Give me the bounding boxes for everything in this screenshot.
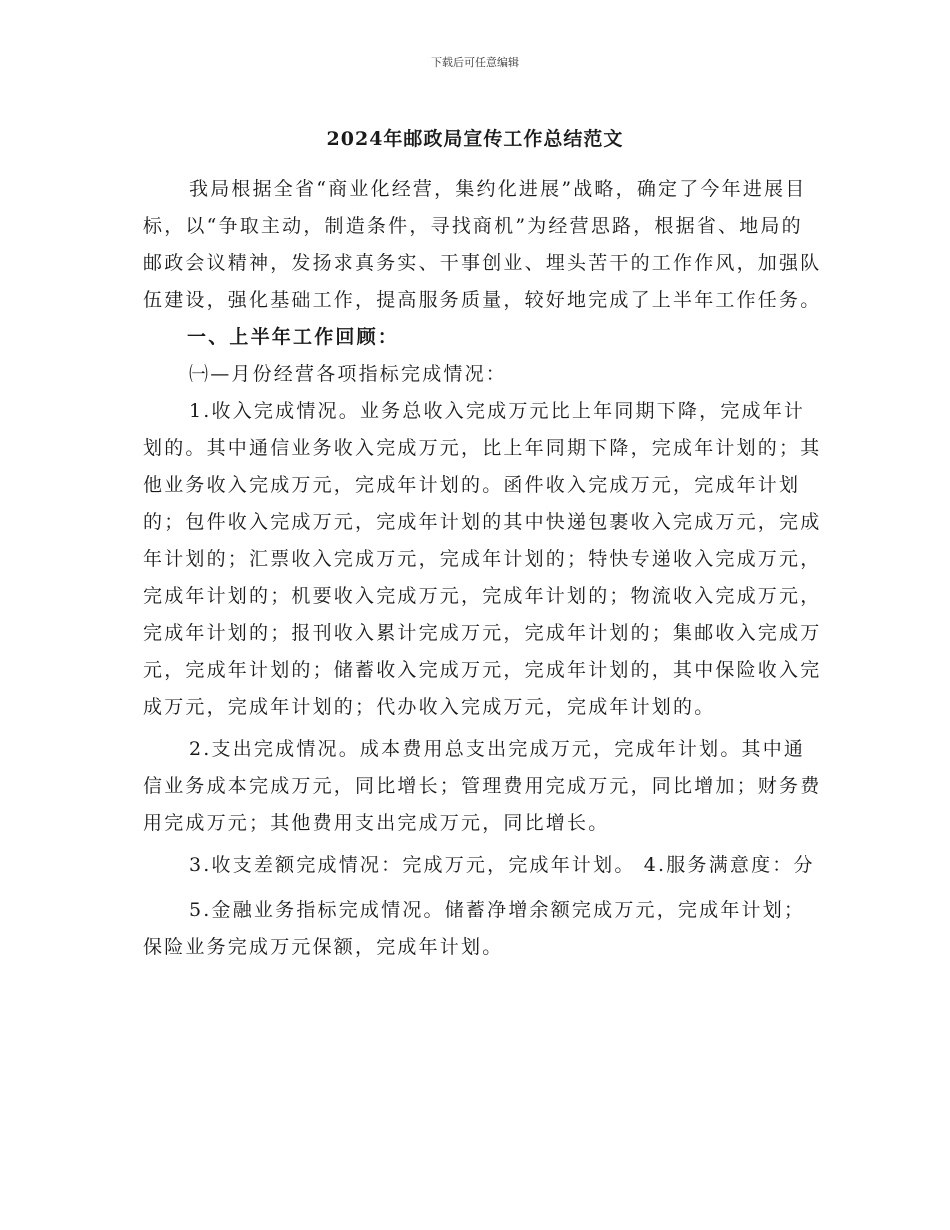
document-title: 2024年邮政局宣传工作总结范文	[326, 128, 624, 150]
intro-paragraph: 我局根据全省“商业化经营，集约化进展”战略，确定了今年进展目标，以“争取主动，制造条件，寻找商机”为经营思路，根据省、地局的邮政会议精神，发扬求真务实、干事创业、埋头苦干的工作作风，加强队伍建设，强化基础工作，提高服务质量，较好地完成了上半年工作任务。	[143, 178, 822, 311]
document-body	[143, 171, 823, 966]
finance-paragraph: 5.金融业务指标完成情况。储蓄净增余额完成万元，完成年计划；保险业务完成万元保额，完成年计划。	[143, 899, 806, 958]
balance-paragraph: 3.收支差额完成情况：完成万元，完成年计划。 4.服务满意度：分	[189, 854, 815, 876]
expense-paragraph: 2.支出完成情况。成本费用总支出完成万元，完成年计划。其中通信业务成本完成万元，同比增长；管理费用完成万元，同比增加；财务费用完成万元；其他费用支出完成万元，同比增长。	[143, 738, 822, 834]
header-note: 下载后可任意编辑	[431, 56, 519, 69]
section-heading: 一、上半年工作回顾：	[187, 326, 400, 348]
income-paragraph: 1.收入完成情况。业务总收入完成万元比上年同期下降，完成年计划的。其中通信业务收入完成万元，比上年同期下降，完成年计划的；其他业务收入完成万元，完成年计划的。函件收入完成万元，完成年计划的；包件收入完成万元，完成年计划的其中快递包裹收入完成万元，完成年计划的；汇票收入完成万元，完成年计划的；特快专递收入完成万元，完成年计划的；机要收入完成万元，完成年计划的；物流收入完成万元，完成年计划的；报刊收入累计完成万元，完成年计划的；集邮收入完成万元，完成年计划的；储蓄收入完成万元，完成年计划的，其中保险收入完成万元，完成年计划的；代办收入完成万元，完成年计划的。	[143, 400, 822, 718]
subsection-heading: ㈠—月份经营各项指标完成情况：	[189, 363, 508, 385]
